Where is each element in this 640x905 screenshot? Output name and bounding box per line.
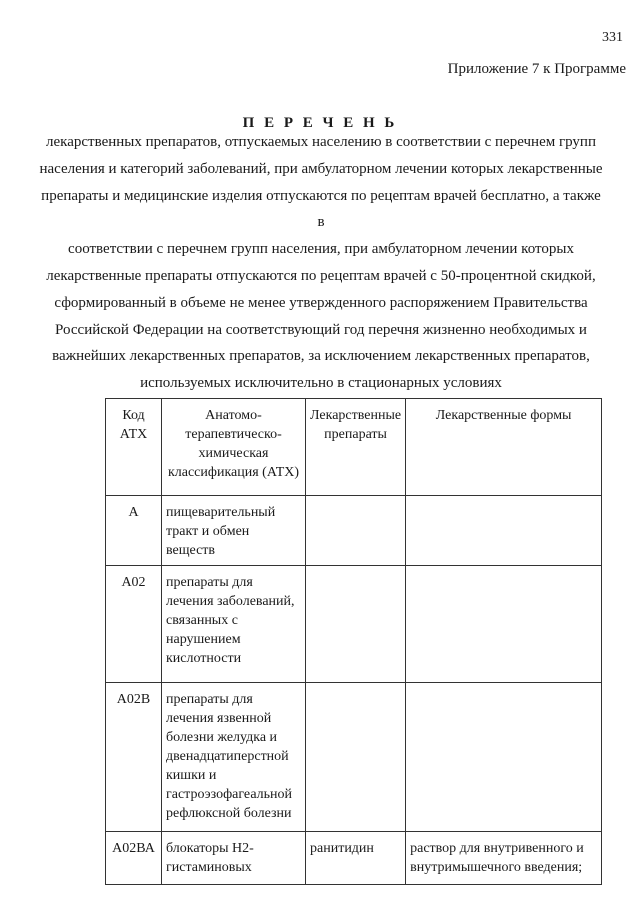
cell-code: А02ВА [106, 832, 162, 885]
cell-classification: пищеварительный тракт и обмен веществ [162, 496, 306, 566]
cell-code: А02В [106, 683, 162, 832]
cell-drug: ранитидин [306, 832, 406, 885]
cell-code: А [106, 496, 162, 566]
cell-drug [306, 496, 406, 566]
intro-line: препараты и медицинские изделия отпускаются по рецептам врачей бесплатно, а также в [41, 187, 601, 231]
cell-forms [406, 683, 602, 832]
document-intro [36, 129, 606, 397]
cell-classification: блокаторы Н2-гистаминовых [162, 832, 306, 885]
cell-drug [306, 566, 406, 683]
page-number: 331 [602, 30, 623, 45]
table-row [106, 683, 602, 832]
intro-line: используемых исключительно в стационарных условиях [140, 375, 502, 392]
cell-drug [306, 683, 406, 832]
header-drugs: Лекарственные препараты [306, 399, 406, 496]
header-forms: Лекарственные формы [406, 399, 602, 496]
drug-table-container [105, 398, 602, 885]
drug-table [105, 398, 602, 885]
table-header-row [106, 399, 602, 496]
intro-line: сформированный в объеме не менее утвержденного распоряжением Правительства [54, 294, 588, 311]
cell-forms [406, 496, 602, 566]
header-code: Код АТХ [106, 399, 162, 496]
header-classification: Анатомо-терапевтическо-химическая классификация (АТХ) [162, 399, 306, 496]
cell-forms: раствор для внутривенного и внутримышечного введения; [406, 832, 602, 885]
cell-forms [406, 566, 602, 683]
intro-line: населения и категорий заболеваний, при амбулаторном лечении которых лекарственные [39, 160, 603, 177]
intro-line: лекарственные препараты отпускаются по рецептам врачей с 50-процентной скидкой, [46, 267, 596, 284]
intro-line: Российской Федерации на соответствующий год перечня жизненно необходимых и [55, 321, 587, 338]
appendix-label: Приложение 7 к Программе [447, 61, 626, 77]
intro-line: лекарственных препаратов, отпускаемых населению в соответствии с перечнем групп [46, 134, 596, 150]
cell-classification: препараты для лечения язвенной болезни желудка и двенадцатиперстной кишки и гастроэзофагеальной рефлюксной болезни [162, 683, 306, 832]
cell-classification: препараты для лечения заболеваний, связанных с нарушением кислотности [162, 566, 306, 683]
table-row [106, 832, 602, 885]
table-row [106, 566, 602, 683]
intro-line: соответствии с перечнем групп населения, при амбулаторном лечении которых [68, 241, 574, 258]
table-row [106, 496, 602, 566]
intro-line: важнейших лекарственных препаратов, за исключением лекарственных препаратов, [52, 348, 590, 365]
cell-code: А02 [106, 566, 162, 683]
document-title: П Е Р Е Ч Е Н Ь [242, 115, 398, 131]
